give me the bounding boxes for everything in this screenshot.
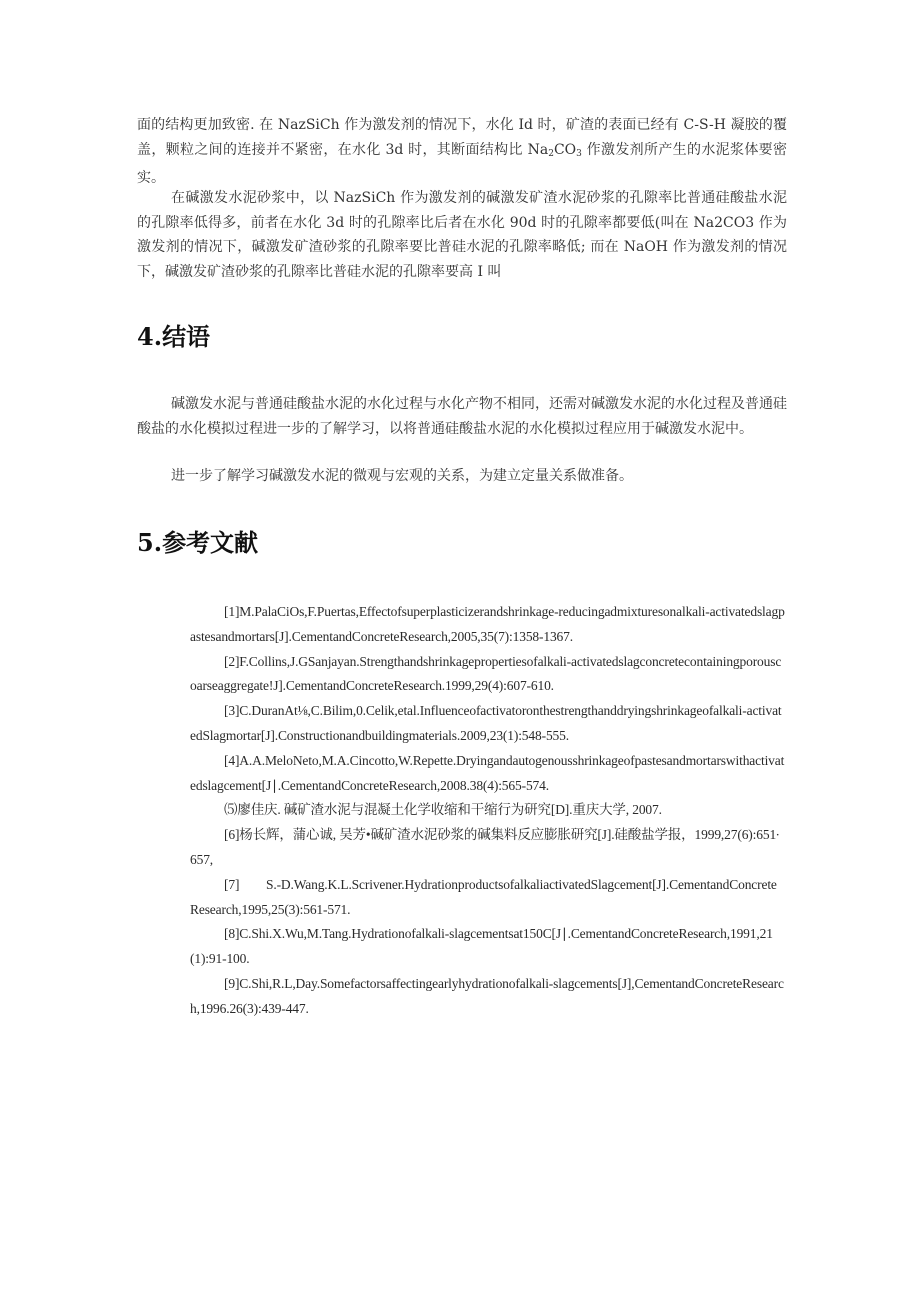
formula-subscript: 2	[548, 148, 554, 159]
paragraph-conclusion-1: 碱激发水泥与普通硅酸盐水泥的水化过程与水化产物不相同，还需对碱激发水泥的水化过程及普通硅酸盐的水化模拟过程进一步的了解学习，以将普通硅酸盐水泥的水化模拟过程应用于碱激发水泥中。	[137, 396, 787, 437]
formula-part: CO	[553, 141, 577, 158]
formula-subscript: 3	[576, 148, 582, 159]
reference-item: [1]M.PalaCiOs,F.Puertas,Effectofsuperplasticizerandshrinkage-reducingadmixturesonalkali-activatedslagpastesandmortars[J].CementandConcreteResearch,2005,35(7):1358-1367.	[190, 604, 785, 644]
section-heading-references	[137, 528, 258, 558]
paragraph-text: 面的结构更加致密. 在 NazSiCh 作为激发剂的情况下，水化 Id 时，矿渣的表面已经有 C-S-H 凝胶的覆盖，颗粒之间的连接并不紧密，在水化 3d 时，其断面结构比	[137, 117, 787, 158]
paragraph-porosity: 在碱激发水泥砂浆中，以 NazSiCh 作为激发剂的碱激发矿渣水泥砂浆的孔隙率比普通硅酸盐水泥的孔隙率低得多，前者在水化 3d 时的孔隙率比后者在水化 90d 时的孔隙率都要低(叫在 Na2CO3 作为激发剂的情况下，碱激发矿渣砂浆的孔隙率要比普硅水泥的孔隙率略低; 而在 NaOH 作为激发剂的情况下，碱激发矿渣砂浆的孔隙率比普硅水泥的孔隙率要高 I 叫	[137, 190, 787, 280]
reference-item: [3]C.DuranAt⅛,C.Bilim,0.Celik,etal.Influenceofactivatoronthestrengthanddryingshrinkageofalkali-activatedSlagmortar[J].Constructionandbuildingmaterials.2009,23(1):548-555.	[190, 703, 782, 743]
chemical-formula	[528, 142, 582, 158]
paragraph-conclusion-2: 进一步了解学习碱激发水泥的微观与宏观的关系，为建立定量关系做准备。	[171, 468, 633, 484]
reference-item: [4]A.A.MeloNeto,M.A.Cincotto,W.Repette.Dryingandautogenousshrinkageofpastesandmortarswithactivatedslagcement[J∣.CementandConcreteResearch,2008.38(4):565-574.	[190, 752, 785, 793]
paragraph-structure-density	[137, 113, 787, 191]
reference-item: ⑸廖佳庆. 碱矿渣水泥与混凝土化学收缩和干缩行为研究[D].重庆大学, 2007.	[224, 802, 662, 818]
heading-number: 4.	[137, 322, 163, 351]
reference-item: [6]杨长辉，蒲心诚, 吴芳•碱矿渣水泥砂浆的碱集料反应膨胀研究[J].硅酸盐学报，1999,27(6):651∙657,	[190, 827, 780, 867]
heading-text: 结语	[162, 322, 211, 351]
reference-item: [8]C.Shi.X.Wu,M.Tang.Hydrationofalkali-slagcementsat150C[J∣.CementandConcreteResearch,1991,21(1):91-100.	[190, 926, 773, 967]
formula-part: Na	[527, 141, 549, 158]
paragraph-text-tail: 作激发剂所产生的水泥浆体要密实。	[137, 141, 788, 186]
heading-text: 参考文献	[162, 528, 259, 557]
reference-item: [9]C.Shi,R.L,Day.Somefactorsaffectingearlyhydrationofalkali-slagcements[J],CementandConcreteResearch,1996.26(3):439-447.	[190, 975, 784, 1016]
reference-item: [7] S.-D.Wang.K.L.Scrivener.HydrationproductsofalkaliactivatedSlagcement[J].CementandConcreteResearch,1995,25(3):561-571.	[190, 876, 777, 917]
section-heading-conclusion	[137, 322, 210, 352]
heading-number: 5.	[137, 528, 163, 557]
reference-item: [2]F.Collins,J.GSanjayan.Strengthandshrinkagepropertiesofalkali-activatedslagconcretecontainingporouscoarseaggregate!J].CementandConcreteResearch.1999,29(4):607-610.	[190, 653, 782, 694]
reference-list	[190, 600, 785, 1022]
